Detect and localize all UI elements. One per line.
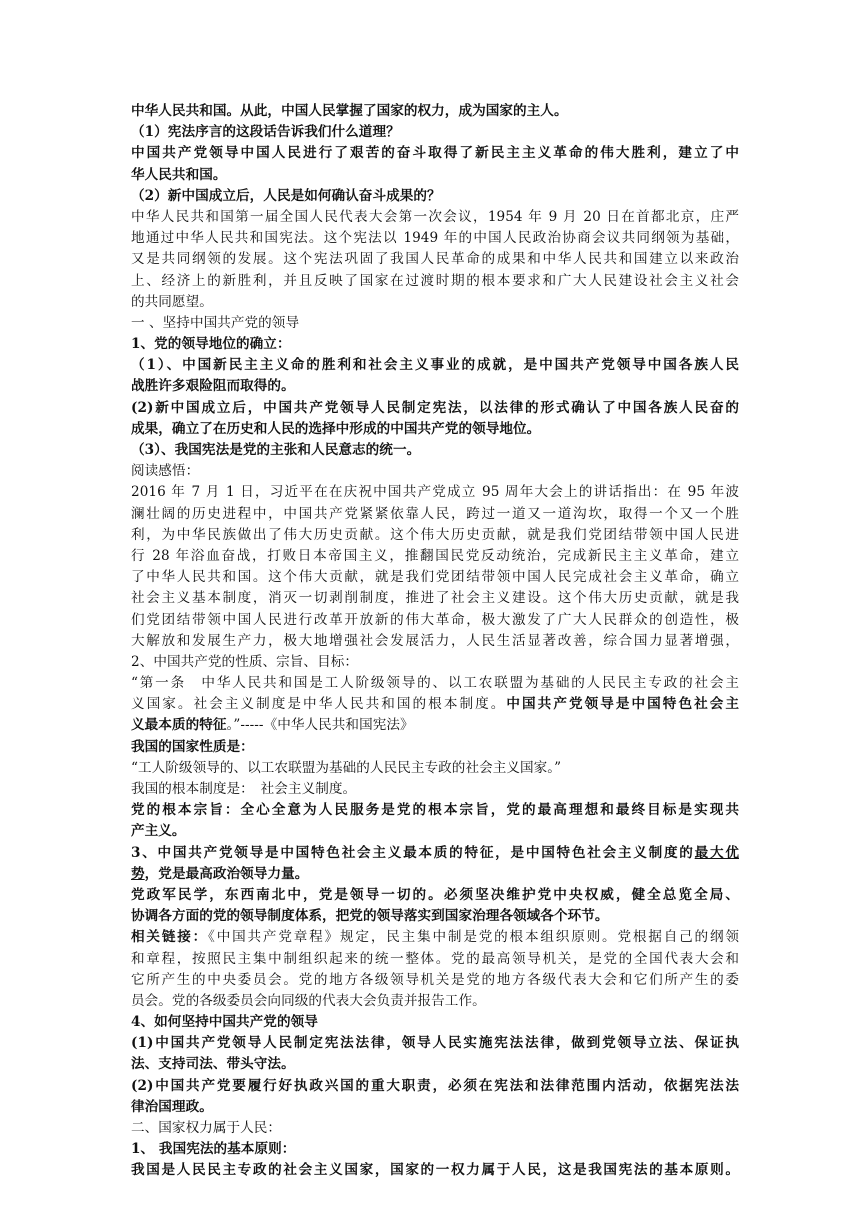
text-line: 2、中国共产党的性质、宗旨、目标：	[131, 653, 358, 670]
text-segment: 《中国共产党章程》规定，民主集中制是党的根本组织原则。党根据自己的纲领	[208, 929, 739, 946]
text-line: 成果，确立了在历史和人民的选择中形成的中国共产党的领导地位。	[131, 420, 541, 437]
text-line: 中华人民共和国。从此，中国人民掌握了国家的权力，成为国家的主人。	[131, 103, 568, 119]
text-line: 中国共产党领导中国人民进行了艰苦的奋斗取得了新民主主义革命的伟大胜利，建立了中	[131, 145, 739, 162]
text-line: 社会主义基本制度，消灭一切剥削制度，推进了社会主义建设。这个伟大历史贡献，就是我	[131, 590, 739, 607]
text-segment: 义国家。社会主义制度是中华人民共和国的根本制度。	[131, 696, 507, 713]
text-line: “工人阶级领导的、以工农联盟为基础的人民民主专政的社会主义国家。”	[131, 759, 562, 776]
text-line: 法、支持司法、带头守法。	[131, 1056, 295, 1073]
text-line: 一 、坚持中国共产党的领导	[131, 314, 300, 331]
text-line: 2016 年 7 月 1 日，习近平在在庆祝中国共产党成立 95 周年大会上的讲话指出：在 95 年波	[131, 484, 739, 501]
text-line: (1)中国共产党领导人民制定宪法法律，领导人民实施宪法法律，做到党领导立法、保证执	[131, 1035, 739, 1052]
text-line: 战胜许多艰险阻而取得的。	[131, 378, 295, 395]
text-segment: 势	[131, 865, 145, 882]
text-line: 党的根本宗旨：全心全意为人民服务是党的根本宗旨，党的最高理想和最终目标是实现共	[131, 802, 739, 819]
text-line: 和章程，按照民主集中制组织起来的统一整体。党的最高领导机关，是党的全国代表大会和	[131, 950, 739, 967]
text-line: 我国的国家性质是：	[131, 738, 254, 755]
text-line: 又是共同纲领的发展。这个宪法巩固了我国人民革命的成果和中华人民共和国建立以来政治	[131, 251, 739, 268]
text-line: 阅读感悟：	[131, 463, 200, 480]
text-line: 我国是人民民主专政的社会主义国家，国家的一权力属于人民，这是我国宪法的基本原则。	[131, 1162, 739, 1179]
text-line	[131, 843, 739, 864]
text-line: 1、 我国宪法的基本原则：	[131, 1141, 296, 1158]
text-segment: 义最本质的特征	[131, 717, 227, 734]
text-line: 二、国家权力属于人民：	[131, 1120, 282, 1136]
text-line: “第一条 中华人民共和国是工人阶级领导的、以工农联盟为基础的人民民主专政的社会主	[131, 675, 739, 692]
text-line: 协调各方面的党的领导制度体系，把党的领导落实到国家治理各领域各个环节。	[131, 908, 609, 925]
text-line: 4、如何坚持中国共产党的领导	[131, 1014, 318, 1031]
text-line: 它所产生的中央委员会。党的地方各级领导机关是党的地方各级代表大会和它们所产生的委	[131, 971, 739, 988]
text-line	[131, 864, 739, 885]
text-line: (2)新中国成立后，中国共产党领导人民制定宪法，以法律的形式确认了中国各族人民奋的	[131, 399, 739, 416]
text-segment: 中国共产党领导是中国特色社会主	[506, 696, 739, 713]
text-line: (2)中国共产党要履行好执政兴国的重大职责，必须在宪法和法律范围内活动，依据宪法法	[131, 1077, 739, 1094]
text-line: 律治国理政。	[131, 1098, 213, 1115]
text-line: 们党团结带领中国人民进行改革开放新的伟大革命，极大激发了广大人民群众的创造性，极	[131, 611, 739, 628]
text-segment: 相关链接：	[131, 929, 209, 946]
text-segment: 。”-----《中华人民共和国宪法》	[226, 717, 414, 734]
text-line: 利，为中华民族做出了伟大历史贡献。这个伟大历史贡献，就是我们党团结带领中国人民进	[131, 526, 739, 543]
document-page	[131, 101, 739, 1182]
text-line: （2）新中国成立后，人民是如何确认奋斗成果的？	[131, 187, 441, 204]
text-segment: ，党是最高政治领导力量。	[144, 865, 309, 882]
text-line: 地通过中华人民共和国宪法。这个宪法以 1949 年的中国人民政治协商会议共同纲领为基础，	[131, 230, 739, 247]
text-segment: 最大优	[694, 844, 739, 861]
text-line	[131, 694, 739, 715]
text-line	[131, 715, 739, 736]
text-line: 党政军民学，东西南北中，党是领导一切的。必须坚决维护党中央权威，健全总览全局、	[131, 886, 739, 903]
text-line: 产主义。	[131, 823, 186, 840]
text-line: （1）、中国新民主主义命的胜利和社会主义事业的成就，是中国共产党领导中国各族人民	[131, 357, 739, 374]
text-segment: 3、中国共产党领导是中国特色社会主义最本质的特征，是中国特色社会主义制度的	[131, 844, 695, 861]
text-line: 大解放和发展生产力，极大地增强社会发展活力，人民生活显著改善，综合国力显著增强，	[131, 632, 739, 649]
text-line: 行 28 年浴血奋战，打败日本帝国主义，推翻国民党反动统治，完成新民主主义革命，建立	[131, 547, 739, 564]
text-line: 华人民共和国。	[131, 166, 227, 183]
text-line	[131, 927, 739, 948]
text-line: 1、党的领导地位的确立：	[131, 336, 291, 353]
text-line: （3）、我国宪法是党的主张和人民意志的统一。	[131, 442, 421, 458]
text-line: 了中华人民共和国。这个伟大贡献，就是我们党团结带领中国人民完成社会主义革命，确立	[131, 569, 739, 586]
text-line: 上、经济上的新胜利，并且反映了国家在过渡时期的根本要求和广大人民建设社会主义社会	[131, 272, 739, 289]
text-line: 我国的根本制度是： 社会主义制度。	[131, 781, 357, 797]
text-line: （1）宪法序言的这段话告诉我们什么道理？	[131, 124, 400, 141]
text-line: 澜壮阔的历史进程中，中国共产党紧紧依靠人民，跨过一道又一道沟坎，取得一个又一个胜	[131, 505, 739, 522]
text-line: 中华人民共和国第一届全国人民代表大会第一次会议，1954 年 9 月 20 日在首都北京，庄严	[131, 208, 739, 225]
text-line: 员会。党的各级委员会向同级的代表大会负责并报告工作。	[131, 992, 486, 1009]
text-line: 的共同愿望。	[131, 293, 213, 310]
